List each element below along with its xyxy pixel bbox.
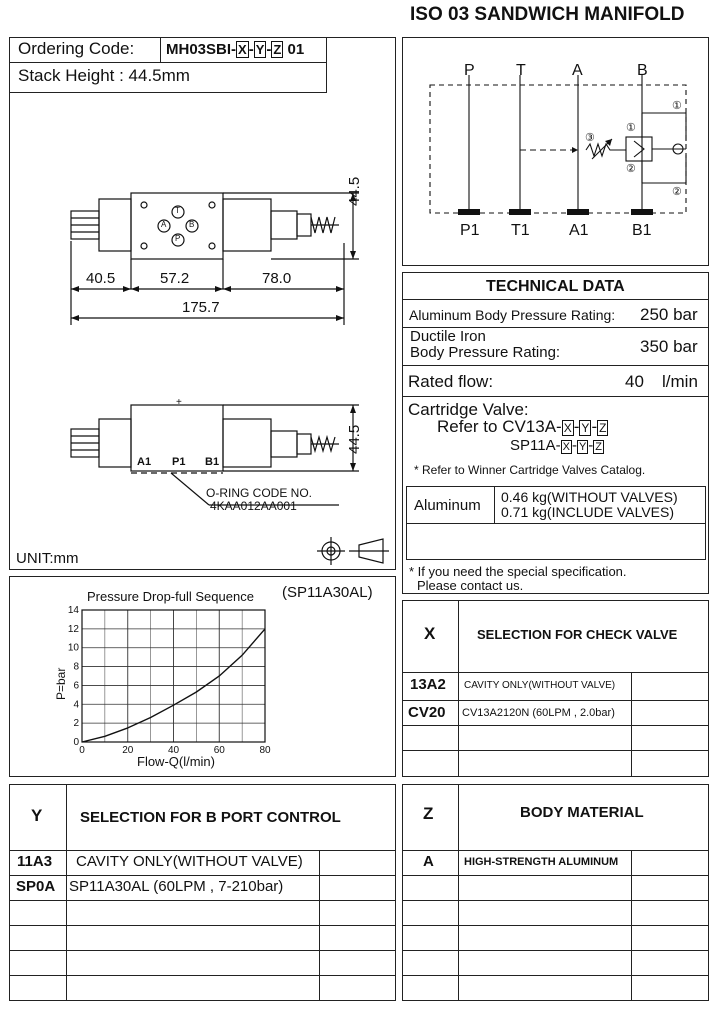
dim-57-2: 57.2 [160, 270, 190, 287]
y-tick-label: 14 [67, 605, 79, 616]
port-label-a: A [161, 220, 167, 229]
schematic-marker: ① [626, 122, 636, 134]
dim-40-5: 40.5 [86, 270, 116, 287]
y-row-desc: CAVITY ONLY(WITHOUT VALVE) [76, 853, 303, 870]
dim-height-bottom: 44.5 [346, 424, 363, 454]
svg-text:+: + [176, 397, 182, 408]
ductile-label-2: Body Pressure Rating: [410, 344, 561, 361]
dim-height-top: 44.5 [346, 176, 363, 206]
stack-height: Stack Height : 44.5mm [18, 66, 190, 85]
port-label-a1: A1 [137, 456, 152, 468]
y-code-box: Y [578, 441, 587, 453]
oring-label: O-RING CODE NO. [206, 486, 313, 500]
schematic-port-t1: T1 [511, 222, 530, 239]
x-code-box: X [238, 42, 247, 57]
z-code-box: Z [273, 42, 282, 57]
x-tick-label: 0 [79, 745, 85, 756]
x-tick-label: 60 [213, 745, 225, 756]
oring-code: 4KAA012AA001 [210, 499, 297, 513]
weight-include-valves: 0.71 kg(INCLUDE VALVES) [501, 504, 674, 520]
port-label-b1: B1 [205, 456, 220, 468]
pressure-drop-chart [60, 600, 280, 756]
y-tick-label: 8 [73, 661, 79, 673]
chart-ylabel: P=bar [54, 667, 68, 700]
y-table-letter: Y [31, 806, 43, 825]
x-row-code: 13A2 [410, 676, 446, 693]
y-code-box: Y [581, 421, 590, 435]
y-tick-label: 6 [73, 680, 79, 692]
ductile-label-1: Ductile Iron [410, 328, 486, 345]
cartridge-refer: Refer to CV13A- X - Y - Z [437, 417, 607, 436]
x-tick-label: 20 [122, 745, 134, 756]
catalog-note: * Refer to Winner Cartridge Valves Catalog. [414, 463, 646, 477]
x-tick-label: 80 [259, 745, 271, 756]
schematic-port-p1: P1 [460, 222, 480, 239]
alu-pressure-label: Aluminum Body Pressure Rating: [409, 307, 616, 323]
y-tick-label: 2 [73, 718, 79, 730]
alu-pressure-value: 250 bar [640, 305, 698, 324]
chart-xlabel: Flow-Q(l/min) [137, 754, 215, 769]
y-tick-label: 10 [67, 642, 79, 654]
x-tick-label: 40 [167, 745, 180, 756]
z-code-box: Z [599, 421, 607, 435]
special-note-2: Please contact us. [417, 578, 524, 593]
schematic-port-b1: B1 [632, 222, 652, 239]
y-table-title: SELECTION FOR B PORT CONTROL [80, 809, 341, 826]
schematic-marker: ② [626, 163, 636, 175]
dim-78-0: 78.0 [262, 270, 292, 287]
x-row-desc: CAVITY ONLY(WITHOUT VALVE) [464, 680, 616, 691]
x-table-letter: X [424, 624, 436, 643]
z-code-box: Z [595, 441, 603, 453]
y-row-code: 11A3 [17, 853, 53, 870]
dim-175-7: 175.7 [182, 299, 220, 316]
weight-material: Aluminum [414, 497, 481, 514]
ductile-pressure-value: 350 bar [640, 337, 698, 356]
port-label-t: T [175, 206, 180, 215]
technical-data-title: TECHNICAL DATA [486, 278, 625, 295]
schematic-marker: ③ [585, 132, 595, 144]
chart-annotation: (SP11A30AL) [282, 584, 373, 601]
z-table-letter: Z [423, 804, 434, 823]
unit-label: UNIT:mm [16, 550, 79, 567]
schematic-marker: ② [672, 186, 682, 198]
y-row-desc: SP11A30AL (60LPM , 7-210bar) [69, 878, 284, 895]
schematic-port-t: T [516, 62, 526, 79]
x-table-title: SELECTION FOR CHECK VALVE [477, 627, 678, 642]
schematic-port-p: P [464, 62, 475, 79]
hydraulic-schematic [402, 37, 709, 266]
y-tick-label: 12 [67, 623, 79, 635]
ordering-code-value: MH03SBI- X - Y - Z 01 [166, 41, 305, 58]
cartridge-sp: SP11A- X - Y - Z [510, 437, 603, 454]
y-code-box: Y [255, 42, 265, 57]
port-label-b: B [189, 220, 195, 229]
schematic-port-a: A [572, 62, 583, 79]
port-label-p1: P1 [172, 456, 186, 468]
page-title: ISO 03 SANDWICH MANIFOLD [410, 4, 685, 25]
y-row-code: SP0A [16, 878, 56, 895]
weight-without-valves: 0.46 kg(WITHOUT VALVES) [501, 489, 678, 505]
manifold-drawing [9, 93, 396, 570]
z-row-desc: HIGH-STRENGTH ALUMINUM [464, 856, 619, 868]
z-table-title: BODY MATERIAL [520, 804, 644, 821]
ordering-code-label: Ordering Code: [18, 39, 135, 58]
chart-title: Pressure Drop-full Sequence [87, 589, 254, 604]
special-note-1: * If you need the special specification. [409, 564, 627, 579]
rated-flow-value: 40 [625, 372, 644, 391]
x-code-box: X [563, 421, 572, 435]
x-code-box: X [562, 441, 570, 453]
rated-flow-unit: l/min [662, 372, 698, 391]
z-row-code: A [423, 853, 434, 870]
schematic-marker: ① [672, 100, 682, 112]
x-row-desc: CV13A2120N (60LPM , 2.0bar) [462, 707, 615, 719]
port-label-p: P [175, 234, 181, 243]
schematic-port-b: B [637, 62, 648, 79]
x-row-code: CV20 [408, 704, 446, 721]
schematic-port-a1: A1 [569, 222, 589, 239]
rated-flow-label: Rated flow: [408, 372, 494, 391]
cartridge-label: Cartridge Valve: [408, 400, 529, 419]
y-tick-label: 0 [73, 737, 79, 748]
y-tick-label: 4 [73, 699, 79, 711]
